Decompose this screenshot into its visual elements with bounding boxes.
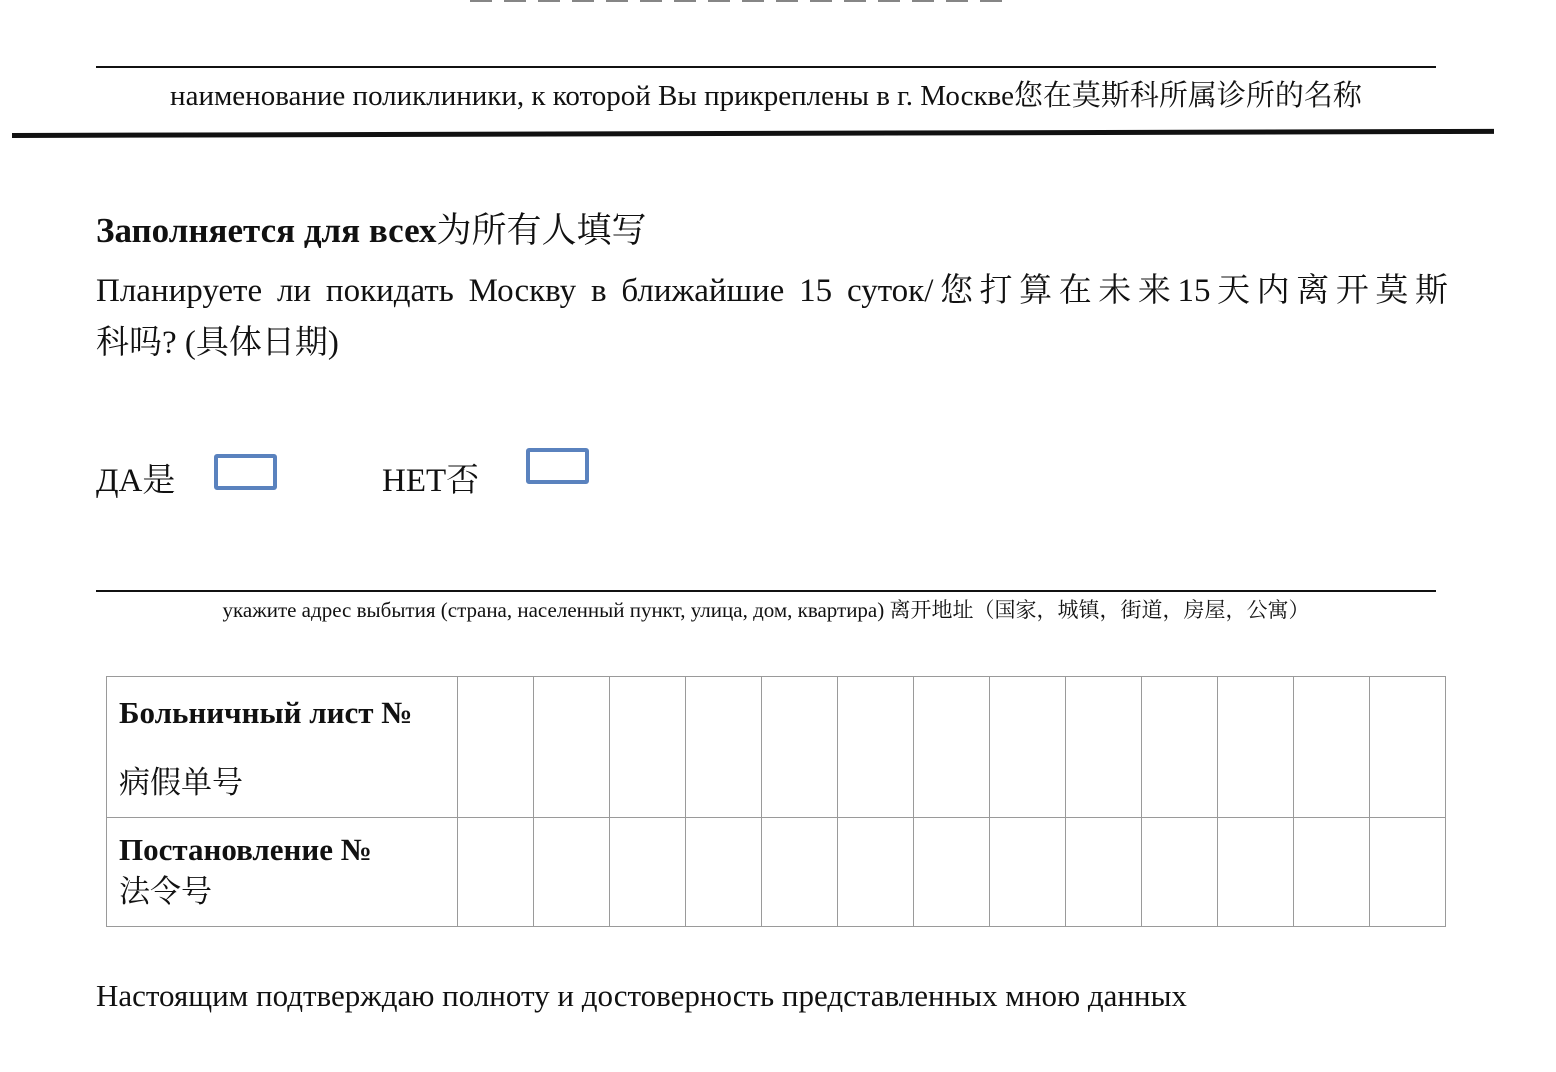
departure-address-caption: укажите адрес выбытия (страна, населенный пункт, улица, дом, квартира) 离开地址（国家，城镇，街道，房屋，公寓） <box>222 598 1310 622</box>
decree-digit-cell[interactable] <box>1066 818 1142 927</box>
decree-digit-cell[interactable] <box>1294 818 1370 927</box>
section-heading-ru: Заполняется для всех <box>96 211 437 250</box>
sick-leave-digit-cell[interactable] <box>1066 677 1142 818</box>
decree-digit-cell[interactable] <box>686 818 762 927</box>
table-row <box>107 818 1446 927</box>
sick-leave-digit-cell[interactable] <box>838 677 914 818</box>
sick-leave-digit-cell[interactable] <box>686 677 762 818</box>
sick-leave-digit-cell[interactable] <box>534 677 610 818</box>
sick-leave-digit-cell[interactable] <box>1370 677 1446 818</box>
sick-leave-label-ru: Больничный лист № <box>119 695 413 730</box>
departure-address-field-line[interactable] <box>96 590 1436 592</box>
sick-leave-digit-cell[interactable] <box>1294 677 1370 818</box>
sick-leave-digit-cell[interactable] <box>1142 677 1218 818</box>
sick-leave-digit-cell[interactable] <box>762 677 838 818</box>
decree-digit-cell[interactable] <box>534 818 610 927</box>
sick-leave-label-cell <box>107 677 458 818</box>
sick-leave-label-zh: 病假单号 <box>119 765 243 800</box>
decree-digit-cell[interactable] <box>1370 818 1446 927</box>
section-heading <box>96 208 647 254</box>
sick-leave-digit-cell[interactable] <box>914 677 990 818</box>
decree-digit-cell[interactable] <box>914 818 990 927</box>
decree-digit-cell[interactable] <box>762 818 838 927</box>
table-row <box>107 677 1446 818</box>
confirmation-statement: Настоящим подтверждаю полноту и достоверность представленных мною данных <box>96 978 1187 1013</box>
departure-question-line-1: Планируете ли покидать Москву в ближайшие 15 суток/您打算在未来15天内离开莫斯 <box>96 273 1448 309</box>
clinic-name-caption: наименование поликлиники, к которой Вы прикреплены в г. Москве您在莫斯科所属诊所的名称 <box>170 80 1362 112</box>
sick-leave-digit-cell[interactable] <box>990 677 1066 818</box>
no-label: НЕТ否 <box>382 463 480 499</box>
section-heading-zh: 为所有人填写 <box>436 211 647 250</box>
sick-leave-digit-cell[interactable] <box>610 677 686 818</box>
decree-label-zh: 法令号 <box>119 874 212 909</box>
decree-digit-cell[interactable] <box>838 818 914 927</box>
sick-leave-digit-cell[interactable] <box>458 677 534 818</box>
decree-digit-cell[interactable] <box>990 818 1066 927</box>
decree-digit-cell[interactable] <box>610 818 686 927</box>
section-divider <box>12 129 1494 138</box>
yes-label: ДА是 <box>96 463 176 499</box>
decree-digit-cell[interactable] <box>1218 818 1294 927</box>
sick-leave-digit-cell[interactable] <box>1218 677 1294 818</box>
cropped-text-fragment <box>470 0 1010 6</box>
decree-label-ru: Постановление № <box>119 832 372 867</box>
decree-digit-cell[interactable] <box>1142 818 1218 927</box>
decree-digit-cell[interactable] <box>458 818 534 927</box>
yes-checkbox[interactable] <box>214 454 277 490</box>
clinic-name-field-line[interactable] <box>96 66 1436 68</box>
decree-label-cell <box>107 818 458 927</box>
document-numbers-table <box>106 676 1446 927</box>
no-checkbox[interactable] <box>526 448 589 484</box>
departure-question-line-2: 科吗? (具体日期) <box>96 325 339 361</box>
